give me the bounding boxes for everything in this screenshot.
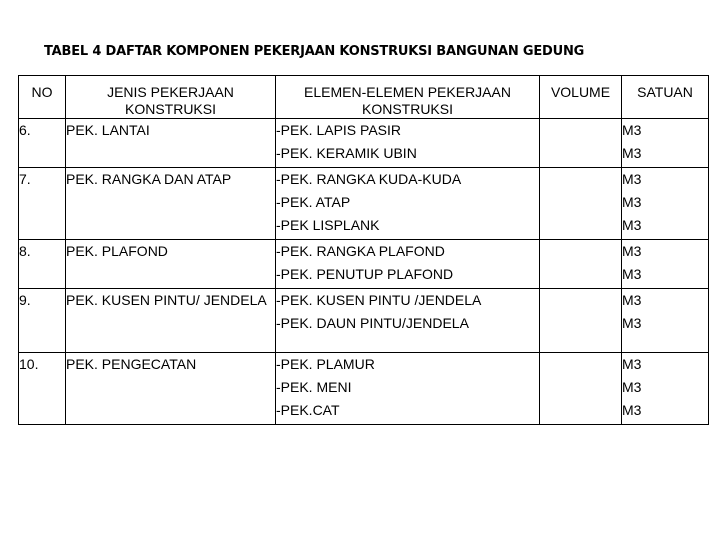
cell-volume [540, 168, 622, 240]
cell-jenis: PEK. LANTAI [66, 119, 276, 168]
table-title: TABEL 4 DAFTAR KOMPONEN PEKERJAAN KONSTRUKSI BANGUNAN GEDUNG [44, 44, 585, 59]
satuan-item: M3 [622, 145, 642, 161]
komponen-table [18, 75, 709, 425]
cell-no: 10. [19, 353, 66, 425]
cell-no: 8. [19, 240, 66, 289]
cell-elemen [276, 119, 540, 168]
satuan-item: M3 [622, 243, 642, 259]
satuan-item: M3 [622, 122, 642, 138]
elemen-item: -PEK.CAT [276, 402, 340, 418]
table-row [19, 240, 709, 289]
header-satuan: SATUAN [622, 76, 709, 119]
elemen-item: -PEK. RANGKA PLAFOND [276, 243, 445, 259]
satuan-item: M3 [622, 194, 642, 210]
table-row [19, 168, 709, 240]
cell-satuan [622, 289, 709, 353]
cell-jenis: PEK. RANGKA DAN ATAP [66, 168, 276, 240]
satuan-item: M3 [622, 379, 642, 395]
cell-jenis: PEK. PENGECATAN [66, 353, 276, 425]
satuan-item: M3 [622, 171, 642, 187]
elemen-item: -PEK. RANGKA KUDA-KUDA [276, 171, 462, 187]
cell-no: 9. [19, 289, 66, 353]
elemen-item: -PEK LISPLANK [276, 217, 380, 233]
cell-elemen [276, 289, 540, 353]
table-row [19, 289, 709, 353]
header-volume: VOLUME [540, 76, 622, 119]
cell-jenis: PEK. PLAFOND [66, 240, 276, 289]
satuan-item: M3 [622, 217, 642, 233]
cell-satuan [622, 240, 709, 289]
satuan-item: M3 [622, 266, 642, 282]
cell-volume [540, 119, 622, 168]
cell-elemen [276, 168, 540, 240]
header-row [19, 76, 709, 119]
table-row [19, 353, 709, 425]
cell-elemen [276, 353, 540, 425]
header-elemen: ELEMEN-ELEMEN PEKERJAAN KONSTRUKSI [276, 76, 540, 119]
satuan-item: M3 [622, 402, 642, 418]
satuan-item: M3 [622, 315, 642, 331]
cell-elemen [276, 240, 540, 289]
elemen-item: -PEK. KUSEN PINTU /JENDELA [276, 292, 482, 308]
satuan-item: M3 [622, 292, 642, 308]
cell-satuan [622, 168, 709, 240]
cell-satuan [622, 353, 709, 425]
elemen-item: -PEK. LAPIS PASIR [276, 122, 402, 138]
satuan-item: M3 [622, 356, 642, 372]
cell-no: 6. [19, 119, 66, 168]
elemen-item: -PEK. KERAMIK UBIN [276, 145, 417, 161]
cell-jenis: PEK. KUSEN PINTU/ JENDELA [66, 289, 276, 353]
cell-no: 7. [19, 168, 66, 240]
cell-volume [540, 353, 622, 425]
elemen-item: -PEK. ATAP [276, 194, 351, 210]
elemen-item: -PEK. PENUTUP PLAFOND [276, 266, 454, 282]
cell-satuan [622, 119, 709, 168]
header-jenis: JENIS PEKERJAAN KONSTRUKSI [66, 76, 276, 119]
cell-volume [540, 289, 622, 353]
table-row [19, 119, 709, 168]
elemen-item: -PEK. MENI [276, 379, 352, 395]
elemen-item: -PEK. DAUN PINTU/JENDELA [276, 315, 469, 331]
header-no: NO [19, 76, 66, 119]
elemen-item: -PEK. PLAMUR [276, 356, 375, 372]
cell-volume [540, 240, 622, 289]
